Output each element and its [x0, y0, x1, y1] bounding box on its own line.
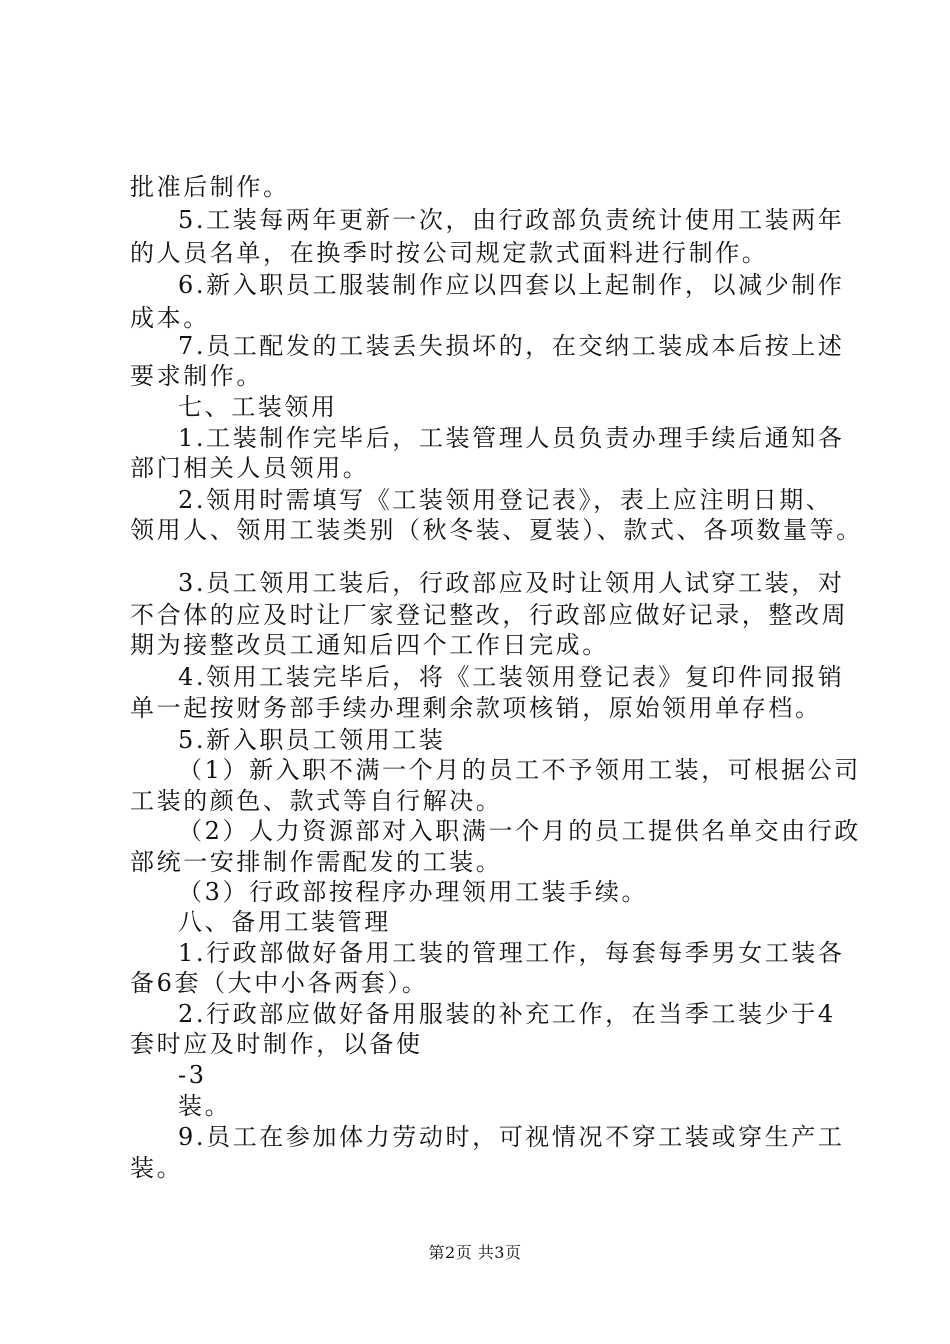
text-line: 成本。: [130, 304, 210, 332]
text-line: 9.员工在参加体力劳动时，可视情况不穿工装或穿生产工: [178, 1123, 845, 1151]
text-line: 备6套（大中小各两套）。: [130, 969, 429, 997]
text-line: 4.领用工装完毕后，将《工装领用登记表》复印件同报销: [178, 663, 845, 691]
text-line: 2.行政部应做好备用服装的补充工作，在当季工装少于4: [178, 1000, 836, 1028]
text-line: 1.工装制作完毕后，工装管理人员负责办理手续后通知各: [178, 424, 845, 452]
text-line: 2.领用时需填写《工装领用登记表》，表上应注明日期、: [178, 486, 833, 514]
text-line: 1.行政部做好备用工装的管理工作，每套每季男女工装各: [178, 939, 845, 967]
text-line: （2）人力资源部对入职满一个月的员工提供名单交由行政: [178, 817, 861, 845]
text-line: 要求制作。: [130, 362, 263, 390]
page-marker: -3: [178, 1061, 207, 1089]
section-heading: 八、备用工装管理: [178, 908, 391, 936]
text-line: 套时应及时制作，以备使: [130, 1030, 423, 1058]
text-line: 的人员名单，在换季时按公司规定款式面料进行制作。: [130, 239, 769, 267]
text-line: （3）行政部按程序办理领用工装手续。: [178, 878, 649, 906]
text-line: 装。: [130, 1154, 184, 1182]
text-line: 3.员工领用工装后，行政部应及时让领用人试穿工装，对: [178, 569, 845, 597]
text-line: 部统一安排制作需配发的工装。: [130, 848, 503, 876]
text-line: 不合体的应及时让厂家登记整改，行政部应做好记录，整改周: [130, 601, 849, 629]
text-line: 5.工装每两年更新一次，由行政部负责统计使用工装两年: [178, 206, 845, 234]
text-line: 工装的颜色、款式等自行解决。: [130, 787, 503, 815]
text-line: 领用人、领用工装类别（秋冬装、夏装）、款式、各项数量等。: [130, 516, 863, 544]
text-line: 装。: [178, 1092, 232, 1120]
text-line: （1）新入职不满一个月的员工不予领用工装，可根据公司: [178, 756, 861, 784]
section-heading: 七、工装领用: [178, 393, 338, 421]
text-line: 期为接整改员工通知后四个工作日完成。: [130, 631, 609, 659]
text-line: 批准后制作。: [130, 173, 290, 201]
text-line: 6.新入职员工服装制作应以四套以上起制作，以减少制作: [178, 271, 845, 299]
page-number-footer: 第2页 共3页: [428, 1243, 522, 1262]
text-line: 7.员工配发的工装丢失损坏的，在交纳工装成本后按上述: [178, 332, 845, 360]
text-line: 单一起按财务部手续办理剩余款项核销，原始领用单存档。: [130, 694, 822, 722]
text-line: 部门相关人员领用。: [130, 454, 370, 482]
text-line: 5.新入职员工领用工装: [178, 726, 446, 754]
